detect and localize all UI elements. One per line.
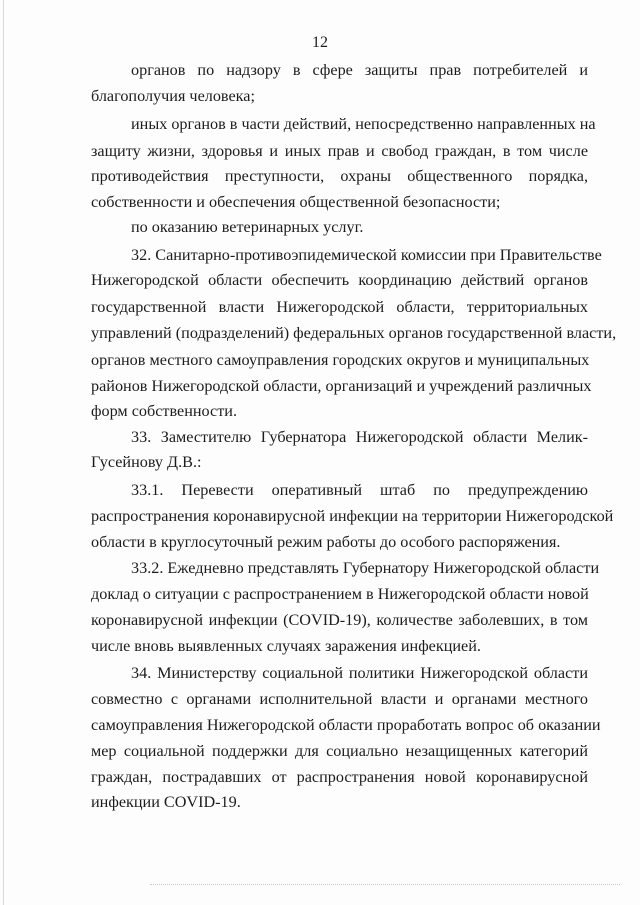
text-line-2: благополучия человека; [91,87,255,105]
text-line-20: 33.2. Ежедневно представлять Губернатору Нижегородской области [131,559,600,577]
text-line-26: самоуправления Нижегородской области проработать вопрос об оказании [91,716,601,734]
text-line-6: собственности и обеспечения общественной безопасности; [91,193,501,211]
text-line-10: государственной власти Нижегородской области, территориальных [91,298,588,316]
text-line-9: Нижегородской области обеспечить координацию действий органов [91,271,588,289]
text-line-14: форм собственности. [91,402,238,420]
text-line-5: противодействия преступности, охраны общественного порядка, [91,167,588,185]
page-number: 12 [312,34,328,51]
text-line-23: числе вновь выявленных случаях заражения инфекцией. [91,637,481,655]
text-line-1: органов по надзору в сфере защиты прав потребителей и [131,61,588,79]
text-line-11: управлений (подразделений) федеральных органов государственной власти, [91,324,617,342]
text-line-17: 33.1. Перевести оперативный штаб по предупреждению [131,481,588,499]
text-line-27: мер социальной поддержки для социально незащищенных категорий [91,742,588,760]
text-line-24: 34. Министерству социальной политики Нижегородской области [131,664,588,682]
text-line-25: совместно с органами исполнительной власти и органами местного [91,690,588,708]
text-line-3: иных органов в части действий, непосредственно направленных на [131,115,596,133]
text-line-13: районов Нижегородской области, организаций и учреждений различных [91,377,592,395]
scan-edge [3,0,4,905]
text-line-28: граждан, пострадавших от распространения новой коронавирусной [91,768,588,786]
text-line-18: распространения коронавирусной инфекции на территории Нижегородской [91,507,614,525]
text-line-16: Гусейнову Д.В.: [91,453,202,471]
text-line-19: области в круглосуточный режим работы до особого распоряжения. [91,533,561,551]
text-line-8: 32. Санитарно-противоэпидемической комиссии при Правительстве [131,246,602,264]
text-line-22: коронавирусной инфекции (COVID-19), количестве заболевших, в том [91,611,588,629]
text-line-4: защиту жизни, здоровья и иных прав и свобод граждан, в том числе [91,142,588,160]
text-line-15: 33. Заместителю Губернатора Нижегородской области Мелик- [131,428,588,446]
text-line-7: по оказанию ветеринарных услуг. [131,218,364,236]
text-line-12: органов местного самоуправления городских округов и муниципальных [91,351,590,369]
text-line-29: инфекции COVID-19. [91,793,241,811]
scan-bottom-dots [150,884,620,885]
text-line-21: доклад о ситуации с распространением в Нижегородской области новой [91,585,589,603]
